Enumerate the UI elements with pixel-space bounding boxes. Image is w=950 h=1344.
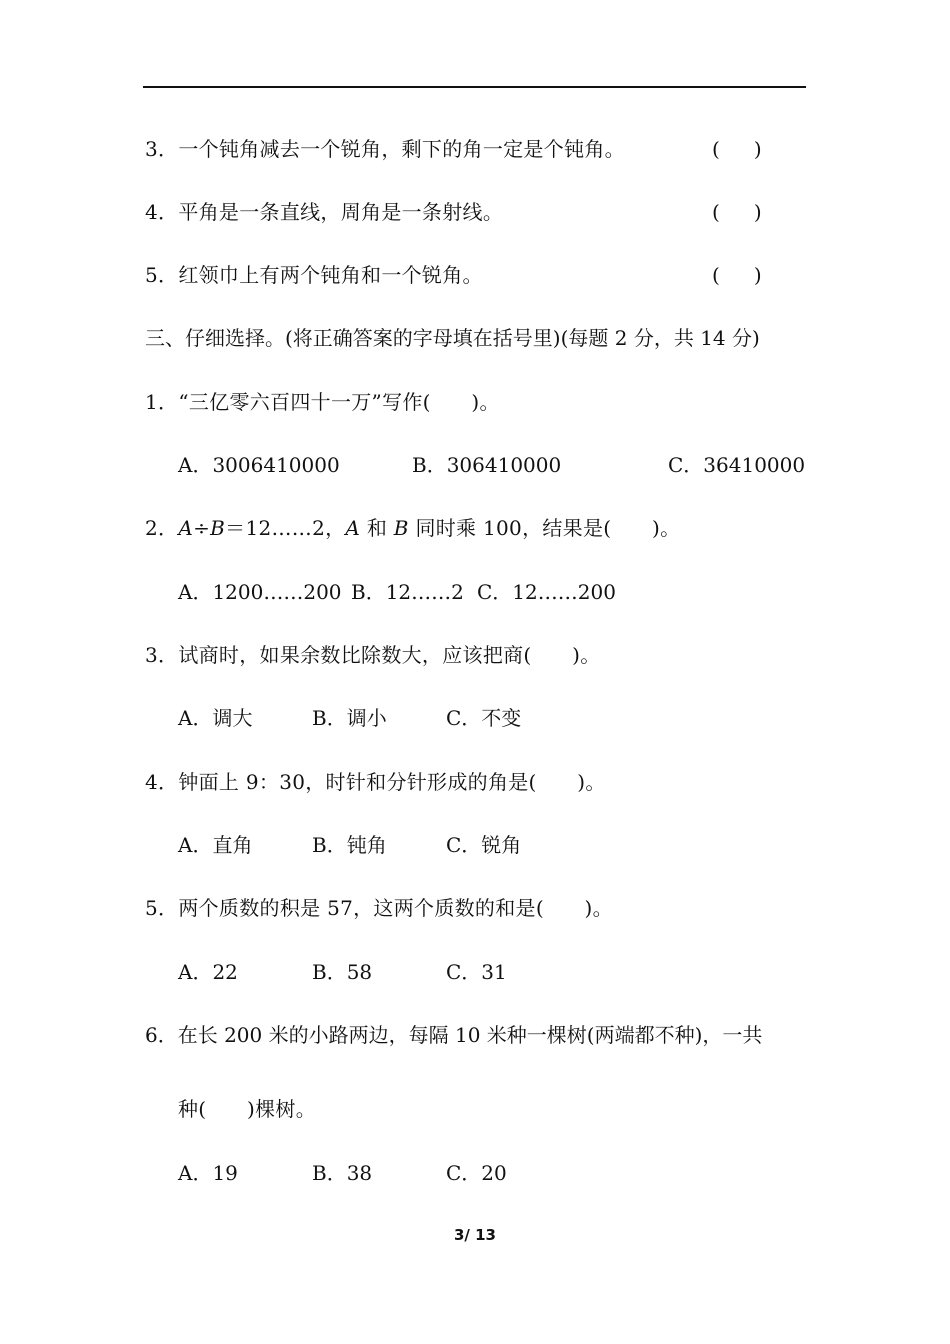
q3-option-c[interactable]: C．不变	[446, 706, 522, 730]
question-6: 6．在长 200 米的小路两边，每隔 10 米种一棵树(两端都不种)，一共	[145, 1023, 763, 1047]
q4-option-b[interactable]: B．钝角	[312, 833, 387, 857]
q1-option-b[interactable]: B．306410000	[412, 453, 562, 477]
paren-open: (	[712, 263, 720, 287]
answer-paren-5[interactable]	[712, 262, 762, 288]
judge-item-4: 4．平角是一条直线，周角是一条射线。	[145, 200, 504, 224]
question-5: 5．两个质数的积是 57，这两个质数的和是( )。	[145, 896, 613, 920]
answer-paren-3[interactable]	[712, 136, 762, 162]
q2-prefix: 2．	[145, 516, 179, 540]
question-6-continued: 种( )棵树。	[178, 1097, 317, 1121]
section-heading: 三、仔细选择。(将正确答案的字母填在括号里)(每题 2 分，共 14 分)	[145, 326, 760, 350]
paren-open: (	[712, 137, 720, 161]
q2-mid: ＝12……2，	[225, 516, 346, 540]
question-2	[145, 515, 815, 541]
question-1: 1．“三亿零六百四十一万”写作( )。	[145, 390, 500, 414]
q3-option-b[interactable]: B．调小	[312, 706, 387, 730]
q2-option-b[interactable]: B．12……2	[351, 580, 464, 604]
q5-option-a[interactable]: A．22	[178, 960, 238, 984]
paren-close: )	[753, 263, 762, 287]
q2-var-a: A	[178, 516, 194, 540]
q1-option-a[interactable]: A．3006410000	[178, 453, 340, 477]
q3-option-a[interactable]: A．调大	[178, 706, 253, 730]
question-4: 4．钟面上 9：30，时针和分针形成的角是( )。	[145, 770, 606, 794]
judge-item-5: 5．红领巾上有两个钝角和一个锐角。	[145, 263, 483, 287]
q2-option-c[interactable]: C．12……200	[477, 580, 616, 604]
paren-close: )	[753, 137, 762, 161]
paren-open: (	[712, 200, 720, 224]
q2-mid2: 和	[360, 516, 394, 540]
q2-var-b2: B	[393, 516, 409, 540]
q2-var-b: B	[210, 516, 226, 540]
q2-div: ÷	[193, 516, 211, 540]
question-3: 3．试商时，如果余数比除数大，应该把商( )。	[145, 643, 601, 667]
q4-option-a[interactable]: A．直角	[178, 833, 253, 857]
q6-option-c[interactable]: C．20	[446, 1161, 507, 1185]
q2-suffix: 同时乘 100，结果是( )。	[408, 516, 681, 540]
paren-close: )	[753, 200, 762, 224]
answer-paren-4[interactable]	[712, 199, 762, 225]
q1-option-c[interactable]: C．36410000	[668, 453, 806, 477]
q2-var-a2: A	[345, 516, 361, 540]
q2-option-a[interactable]: A．1200……200	[178, 580, 342, 604]
q4-option-c[interactable]: C．锐角	[446, 833, 522, 857]
page-number: 3/ 13	[453, 1226, 496, 1244]
q6-option-b[interactable]: B．38	[312, 1161, 373, 1185]
q5-option-c[interactable]: C．31	[446, 960, 507, 984]
header-rule	[143, 86, 806, 88]
q6-option-a[interactable]: A．19	[178, 1161, 238, 1185]
q5-option-b[interactable]: B．58	[312, 960, 373, 984]
judge-item-3: 3．一个钝角减去一个锐角，剩下的角一定是个钝角。	[145, 137, 625, 161]
